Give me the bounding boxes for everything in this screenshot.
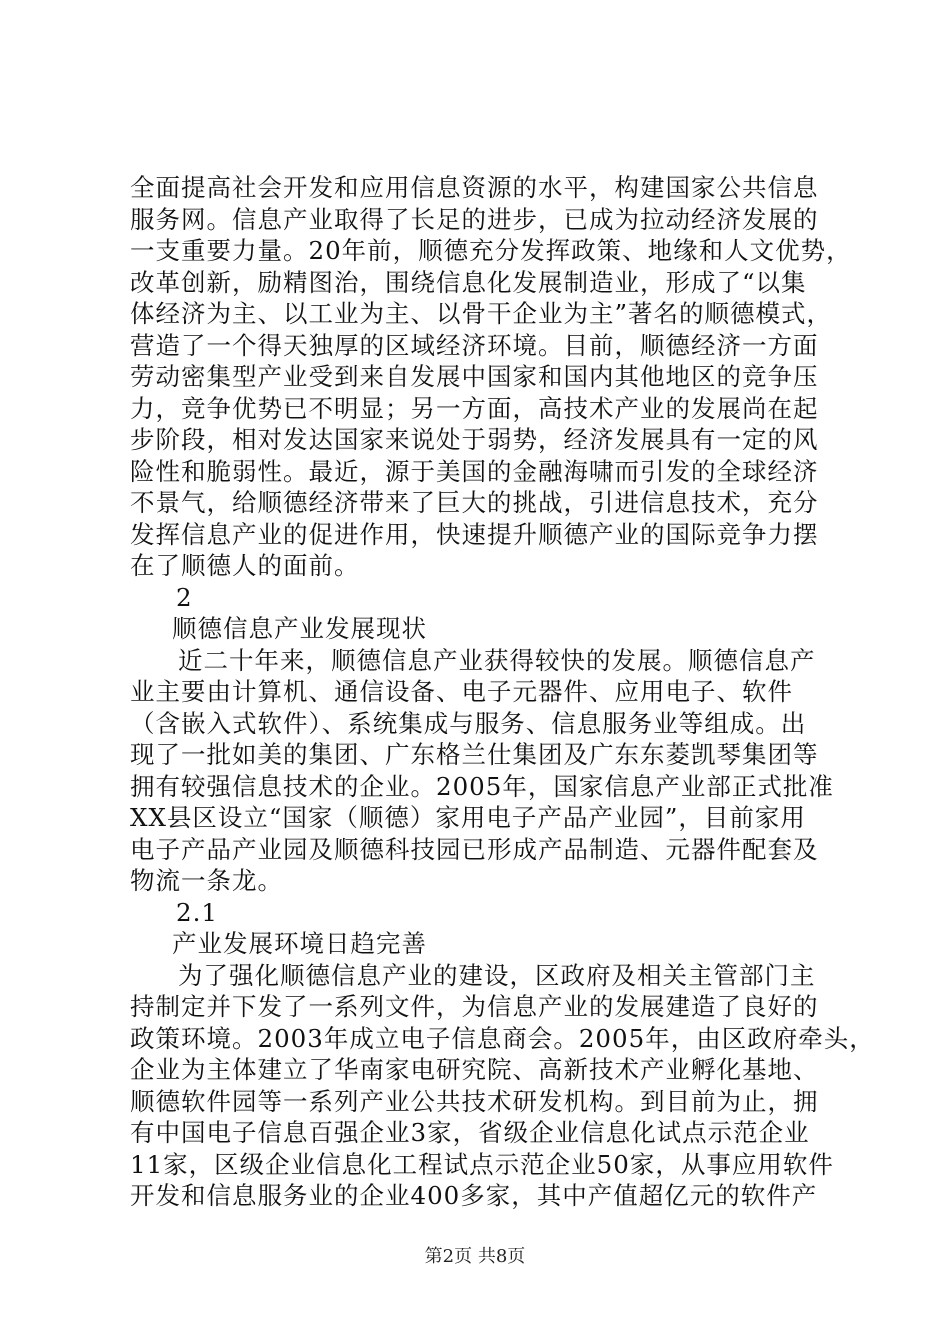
text-line: 险性和脆弱性。最近，源于美国的金融海啸而引发的全球经济 — [130, 456, 819, 486]
text-line: 营造了一个得天独厚的区域经济环境。目前，顺德经济一方面 — [130, 330, 819, 360]
text-line: 持制定并下发了一系列文件，为信息产业的发展建造了良好的 — [130, 992, 819, 1021]
text-line: 业主要由计算机、通信设备、电子元器件、应用电子、软件 — [130, 677, 793, 706]
text-line: 拥有较强信息技术的企业。2005年，国家信息产业部正式批准 — [130, 771, 834, 801]
text-line: 开发和信息服务业的企业400多家，其中产值超亿元的软件产 — [130, 1181, 818, 1210]
text-line: 服务网。信息产业取得了长足的进步，已成为拉动经济发展的 — [130, 204, 819, 234]
document-body — [130, 172, 875, 1212]
text-line: XX县区设立“国家（顺德）家用电子产品产业园”，目前家用 — [130, 803, 806, 832]
page-number-label: 第2页 共8页 — [424, 1246, 526, 1267]
text-line: （含嵌入式软件）、系统集成与服务、信息服务业等组成。出 — [130, 708, 807, 738]
text-line: 有中国电子信息百强企业3家，省级企业信息化试点示范企业 — [130, 1118, 810, 1147]
text-line: 一支重要力量。20年前，顺德充分发挥政策、地缘和人文优势， — [130, 236, 852, 265]
text-line: 物流一条龙。 — [130, 866, 283, 895]
text-line: 现了一批如美的集团、广东格兰仕集团及广东东菱凯琴集团等 — [130, 740, 819, 769]
text-line: 劳动密集型产业受到来自发展中国家和国内其他地区的竞争压 — [130, 362, 819, 391]
text-line: 改革创新，励精图治，围绕信息化发展制造业，形成了“以集 — [130, 267, 807, 297]
text-line: 11家，区级企业信息化工程试点示范企业50家，从事应用软件 — [130, 1149, 834, 1179]
section-title: 顺德信息产业发展现状 — [172, 614, 427, 643]
subsection-number: 2.1 — [176, 897, 218, 927]
subsection-title: 产业发展环境日趋完善 — [172, 929, 427, 958]
text-line: 企业为主体建立了华南家电研究院、高新技术产业孵化基地、 — [130, 1055, 819, 1084]
text-line: 力，竞争优势已不明显；另一方面，高技术产业的发展尚在起 — [130, 393, 819, 423]
section-number: 2 — [176, 582, 193, 612]
text-line: 在了顺德人的面前。 — [130, 551, 360, 580]
paragraph-environment — [130, 960, 875, 1212]
paragraph-intro — [130, 172, 852, 582]
text-line: 体经济为主、以工业为主、以骨干企业为主”著名的顺德模式， — [130, 299, 833, 328]
text-line: 全面提高社会开发和应用信息资源的水平，构建国家公共信息 — [130, 173, 819, 202]
paragraph-status — [130, 645, 834, 897]
text-line: 电子产品产业园及顺德科技园已形成产品制造、元器件配套及 — [130, 834, 819, 864]
text-line: 为了强化顺德信息产业的建设，区政府及相关主管部门主 — [178, 960, 816, 990]
text-line: 步阶段，相对发达国家来说处于弱势，经济发展具有一定的风 — [130, 425, 819, 454]
text-line: 政策环境。2003年成立电子信息商会。2005年，由区政府牵头， — [130, 1023, 875, 1053]
text-line: 顺德软件园等一系列产业公共技术研发机构。到目前为止，拥 — [130, 1086, 819, 1116]
text-line: 近二十年来，顺德信息产业获得较快的发展。顺德信息产 — [178, 645, 816, 675]
text-line: 不景气，给顺德经济带来了巨大的挑战，引进信息技术，充分 — [130, 488, 819, 517]
text-line: 发挥信息产业的促进作用，快速提升顺德产业的国际竞争力摆 — [130, 519, 819, 549]
page-footer — [0, 1245, 950, 1269]
